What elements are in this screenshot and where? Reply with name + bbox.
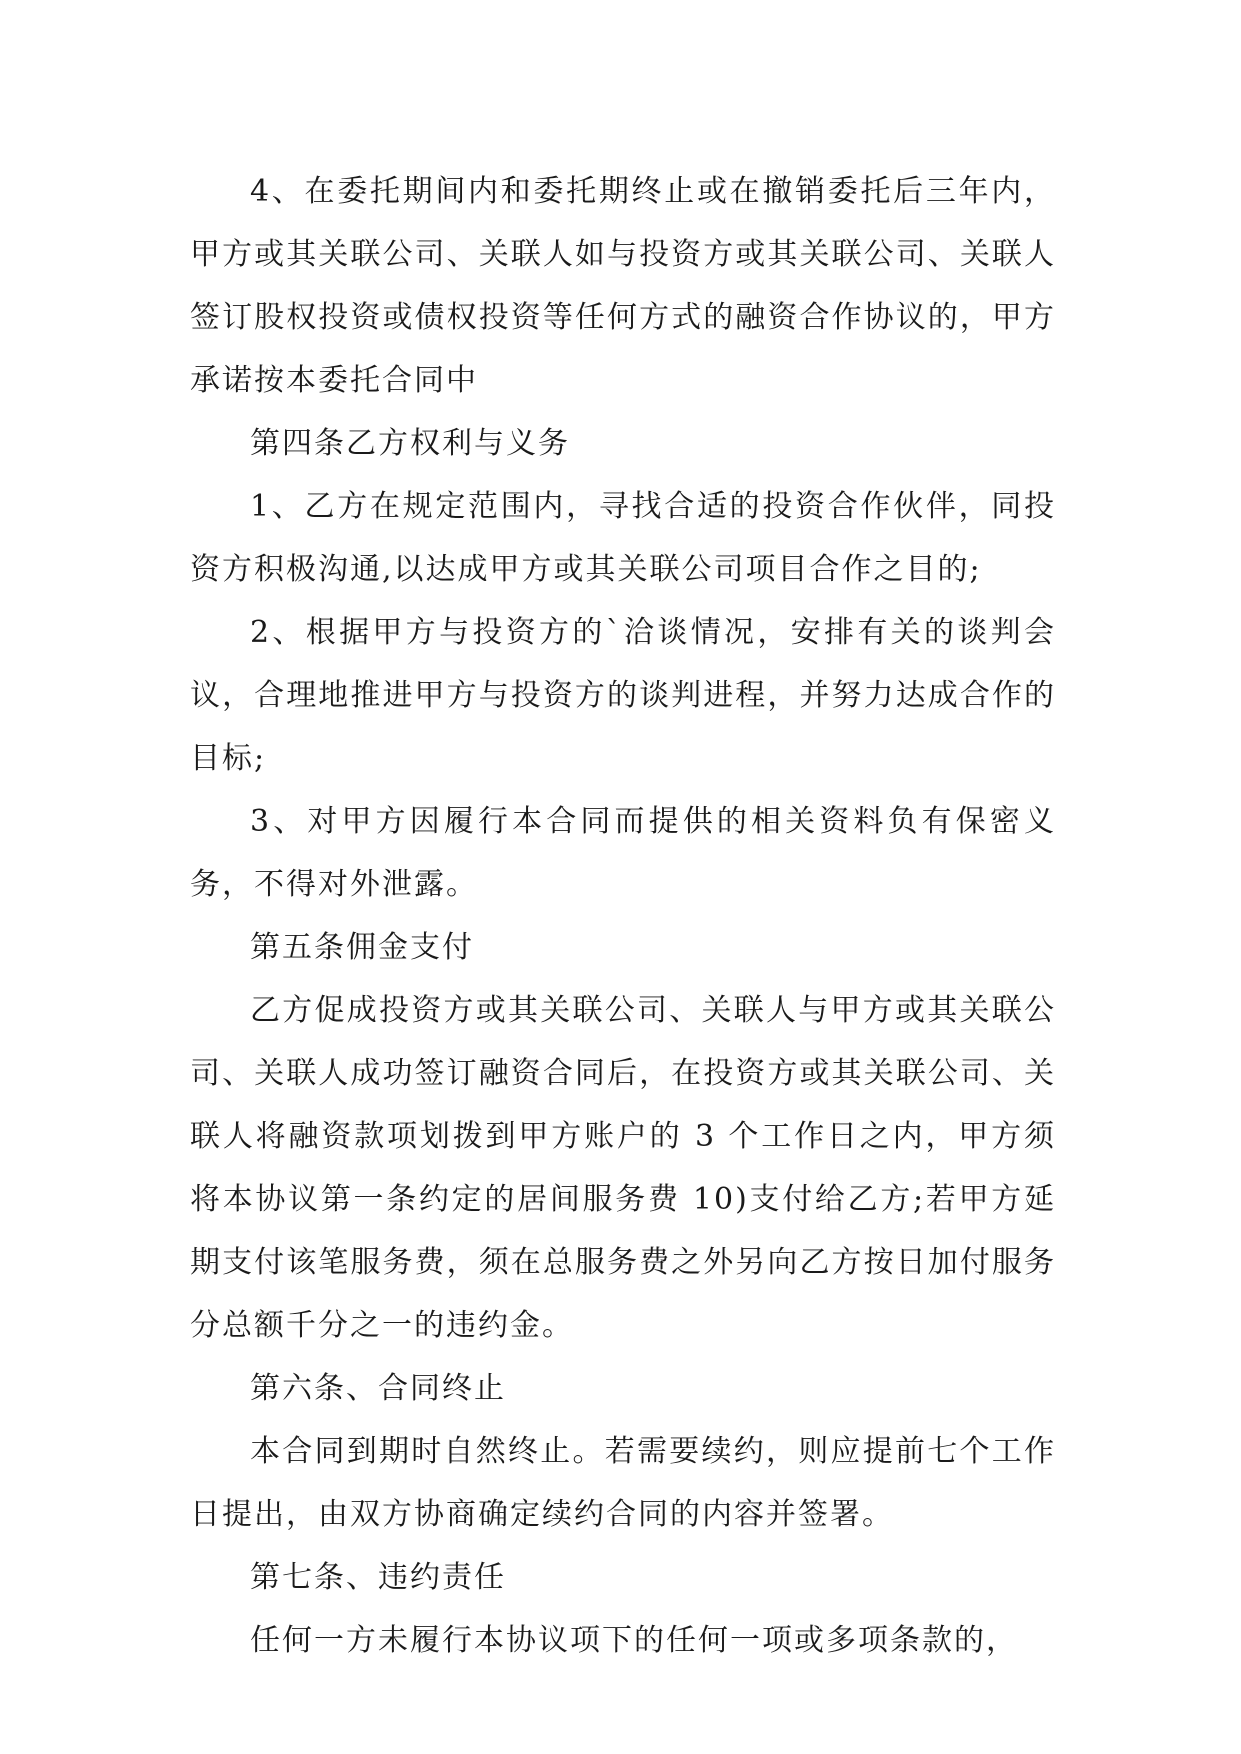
article-4-heading: 第四条乙方权利与义务 [250, 426, 570, 461]
article-4-item-2: 2、根据甲方与投资方的`洽谈情况，安排有关的谈判会议，合理地推进甲方与投资方的谈判进程，并努力达成合作的目标; [190, 615, 1056, 776]
document-body [190, 160, 1056, 1672]
article-7-heading: 第七条、违约责任 [250, 1560, 506, 1595]
article-6-heading: 第六条、合同终止 [250, 1371, 506, 1406]
clause-4-commitment: 4、在委托期间内和委托期终止或在撤销委托后三年内，甲方或其关联公司、关联人如与投资方或其关联公司、关联人签订股权投资或债权投资等任何方式的融资合作协议的，甲方承诺按本委托合同中 [190, 174, 1056, 398]
article-5-heading: 第五条佣金支付 [250, 930, 474, 965]
article-5-body: 乙方促成投资方或其关联公司、关联人与甲方或其关联公司、关联人成功签订融资合同后，在投资方或其关联公司、关联人将融资款项划拨到甲方账户的 3 个工作日之内，甲方须将本协议第一条约定的居间服务费 10)支付给乙方;若甲方延期支付该笔服务费，须在总服务费之外另向乙方按日加付服务分总额千分之一的违约金。 [190, 993, 1056, 1343]
article-4-item-3: 3、对甲方因履行本合同而提供的相关资料负有保密义务，不得对外泄露。 [190, 804, 1056, 902]
article-4-item-1: 1、乙方在规定范围内，寻找合适的投资合作伙伴，同投资方积极沟通,以达成甲方或其关联公司项目合作之目的; [190, 489, 1056, 587]
article-6-body: 本合同到期时自然终止。若需要续约，则应提前七个工作日提出，由双方协商确定续约合同的内容并签署。 [190, 1434, 1056, 1532]
article-7-body: 任何一方未履行本协议项下的任何一项或多项条款的， [250, 1623, 1018, 1658]
